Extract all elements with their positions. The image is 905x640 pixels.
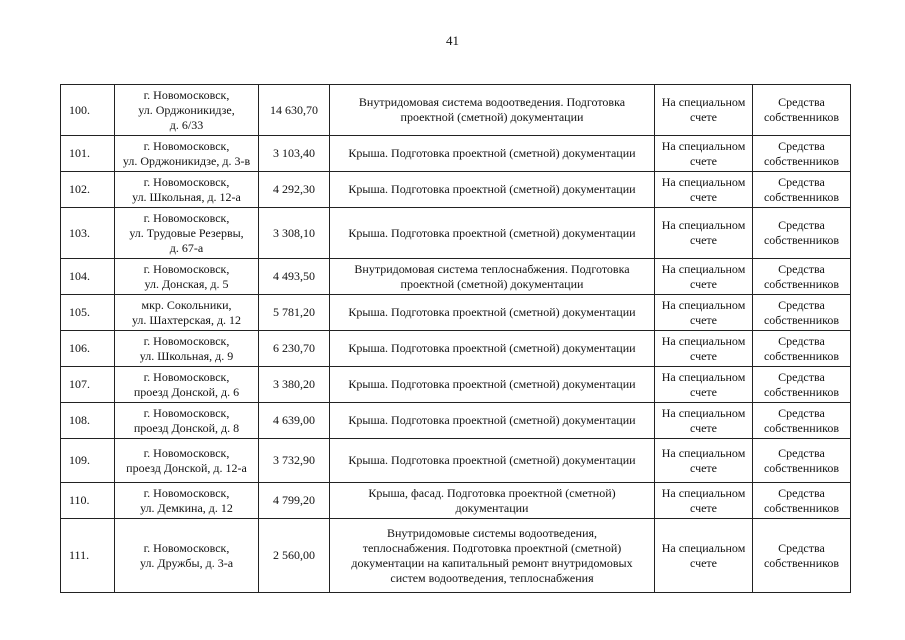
funding-source-cell-line: Средства [778, 297, 825, 312]
table-row [61, 208, 851, 259]
cost-cell: 3 732,90 [259, 439, 330, 483]
account-cell-line: счете [689, 312, 718, 327]
address-cell [115, 331, 259, 367]
funding-source-cell-line: Средства [778, 333, 825, 348]
row-number: 101. [61, 136, 115, 172]
funding-source-cell [753, 439, 851, 483]
cost-cell: 3 308,10 [259, 208, 330, 259]
account-cell [655, 483, 753, 519]
work-type-cell-line: Внутридомовая система водоотведения. Подготовка [358, 95, 626, 109]
funding-source-cell-line: собственников [763, 233, 840, 247]
funding-source-cell-line: Средства [778, 485, 825, 500]
row-number: 110. [61, 483, 115, 519]
account-cell-line: На специальном [661, 485, 746, 500]
account-cell-line: На специальном [661, 174, 746, 189]
row-number: 108. [61, 403, 115, 439]
funding-source-cell [753, 136, 851, 172]
funding-source-cell [753, 403, 851, 439]
funding-source-cell-line: собственников [763, 460, 840, 475]
address-cell-line: ул. Школьная, д. 9 [139, 348, 234, 363]
address-cell [115, 439, 259, 483]
work-type-cell [330, 208, 655, 259]
account-cell-line: На специальном [661, 445, 746, 460]
account-cell-line: счете [689, 110, 718, 124]
table-row [61, 136, 851, 172]
address-cell-line: г. Новомосковск, [143, 210, 230, 225]
account-cell-line: счете [689, 153, 718, 168]
work-type-cell [330, 367, 655, 403]
address-cell-line: ул. Школьная, д. 12-а [132, 189, 241, 204]
address-cell [115, 519, 259, 593]
work-type-cell [330, 519, 655, 593]
table-row [61, 172, 851, 208]
work-type-cell-line: Крыша. Подготовка проектной (сметной) документации [348, 341, 636, 355]
address-cell-line: проезд Донской, д. 6 [133, 384, 240, 399]
account-cell-line: На специальном [661, 138, 746, 153]
funding-source-cell-line: собственников [763, 348, 840, 363]
address-cell [115, 136, 259, 172]
account-cell-line: счете [689, 348, 718, 363]
work-type-cell-line: Крыша. Подготовка проектной (сметной) документации [348, 182, 636, 196]
funding-source-cell-line: собственников [763, 384, 840, 399]
work-type-cell [330, 439, 655, 483]
account-cell-line: счете [689, 555, 718, 570]
account-cell [655, 259, 753, 295]
address-cell-line: г. Новомосковск, [143, 405, 230, 420]
account-cell-line: На специальном [661, 333, 746, 348]
cost-cell: 2 560,00 [259, 519, 330, 593]
address-cell-line: ул. Донская, д. 5 [144, 276, 229, 291]
work-type-cell-line: документации на капитальный ремонт внутридомовых [351, 555, 633, 570]
address-cell-line: ул. Дружбы, д. 3-а [139, 555, 234, 570]
account-cell-line: счете [689, 460, 718, 475]
funding-source-cell-line: собственников [763, 189, 840, 204]
work-type-cell-line: Крыша. Подготовка проектной (сметной) документации [348, 413, 636, 427]
address-cell [115, 259, 259, 295]
funding-source-cell [753, 259, 851, 295]
address-cell-line: д. 6/33 [169, 117, 204, 132]
address-cell-line: г. Новомосковск, [143, 333, 230, 348]
row-number: 106. [61, 331, 115, 367]
work-type-cell-line: теплоснабжения. Подготовка проектной (сметной) [362, 540, 622, 555]
work-table [60, 84, 851, 593]
address-cell-line: г. Новомосковск, [143, 485, 230, 500]
address-cell-line: ул. Шахтерская, д. 12 [131, 312, 242, 327]
table-body [61, 85, 851, 593]
address-cell-line: ул. Орджоникидзе, [138, 102, 235, 117]
work-type-cell [330, 136, 655, 172]
work-type-cell-line: Крыша. Подготовка проектной (сметной) документации [348, 146, 636, 160]
work-type-cell-line: Внутридомовые системы водоотведения, [386, 525, 598, 540]
funding-source-cell [753, 331, 851, 367]
address-cell [115, 172, 259, 208]
address-cell [115, 295, 259, 331]
funding-source-cell-line: собственников [763, 420, 840, 435]
funding-source-cell-line: собственников [763, 110, 840, 124]
account-cell-line: счете [689, 189, 718, 204]
account-cell-line: На специальном [661, 95, 746, 109]
account-cell [655, 85, 753, 136]
work-type-cell [330, 331, 655, 367]
row-number: 105. [61, 295, 115, 331]
address-cell-line: ул. Демкина, д. 12 [140, 500, 233, 515]
work-type-cell [330, 259, 655, 295]
account-cell-line: На специальном [661, 261, 746, 276]
funding-source-cell-line: Средства [778, 95, 825, 109]
address-cell-line: ул. Трудовые Резервы, [129, 225, 244, 240]
funding-source-cell-line: собственников [763, 153, 840, 168]
work-type-cell-line: Крыша. Подготовка проектной (сметной) документации [348, 377, 636, 391]
work-type-cell-line: Крыша, фасад. Подготовка проектной (сметной) [368, 485, 616, 500]
address-cell-line: д. 67-а [169, 240, 204, 255]
cost-cell: 4 292,30 [259, 172, 330, 208]
row-number: 111. [61, 519, 115, 593]
cost-cell: 3 380,20 [259, 367, 330, 403]
cost-cell: 4 493,50 [259, 259, 330, 295]
cost-cell: 14 630,70 [259, 85, 330, 136]
work-type-cell-line: проектной (сметной) документации [400, 110, 584, 124]
row-number: 100. [61, 85, 115, 136]
table-row [61, 259, 851, 295]
cost-cell: 3 103,40 [259, 136, 330, 172]
address-cell-line: проезд Донской, д. 12-а [126, 460, 247, 475]
funding-source-cell [753, 519, 851, 593]
address-cell-line: г. Новомосковск, [143, 369, 230, 384]
account-cell-line: счете [689, 384, 718, 399]
work-type-cell [330, 483, 655, 519]
table-row [61, 295, 851, 331]
row-number: 103. [61, 208, 115, 259]
account-cell-line: На специальном [661, 218, 746, 232]
funding-source-cell-line: Средства [778, 218, 825, 232]
table-row [61, 403, 851, 439]
row-number: 102. [61, 172, 115, 208]
funding-source-cell [753, 172, 851, 208]
table-row [61, 519, 851, 593]
work-type-cell-line: документации [455, 500, 529, 515]
cost-cell: 4 639,00 [259, 403, 330, 439]
funding-source-cell-line: Средства [778, 261, 825, 276]
funding-source-cell-line: собственников [763, 312, 840, 327]
funding-source-cell-line: Средства [778, 405, 825, 420]
address-cell-line: г. Новомосковск, [143, 174, 230, 189]
funding-source-cell-line: собственников [763, 555, 840, 570]
account-cell-line: На специальном [661, 540, 746, 555]
work-type-cell [330, 295, 655, 331]
address-cell [115, 403, 259, 439]
funding-source-cell [753, 85, 851, 136]
account-cell [655, 136, 753, 172]
funding-source-cell-line: собственников [763, 500, 840, 515]
account-cell [655, 295, 753, 331]
row-number: 109. [61, 439, 115, 483]
table-row [61, 331, 851, 367]
funding-source-cell [753, 295, 851, 331]
account-cell [655, 439, 753, 483]
funding-source-cell-line: Средства [778, 540, 825, 555]
cost-cell: 5 781,20 [259, 295, 330, 331]
address-cell-line: мкр. Сокольники, [141, 297, 232, 312]
address-cell-line: г. Новомосковск, [143, 540, 230, 555]
account-cell-line: На специальном [661, 369, 746, 384]
work-type-cell-line: Внутридомовая система теплоснабжения. Подготовка [354, 261, 630, 276]
account-cell [655, 367, 753, 403]
work-type-cell-line: проектной (сметной) документации [400, 276, 584, 291]
account-cell [655, 403, 753, 439]
table-row [61, 367, 851, 403]
table-row [61, 483, 851, 519]
funding-source-cell-line: Средства [778, 174, 825, 189]
address-cell-line: г. Новомосковск, [143, 261, 230, 276]
address-cell-line: г. Новомосковск, [143, 138, 230, 153]
account-cell-line: На специальном [661, 405, 746, 420]
address-cell [115, 483, 259, 519]
work-type-cell [330, 85, 655, 136]
account-cell-line: счете [689, 500, 718, 515]
account-cell [655, 519, 753, 593]
work-type-cell-line: систем водоотведения, теплоснабжения [390, 570, 594, 585]
table-row [61, 439, 851, 483]
work-type-cell-line: Крыша. Подготовка проектной (сметной) документации [348, 453, 636, 467]
funding-source-cell-line: Средства [778, 138, 825, 153]
address-cell-line: ул. Орджоникидзе, д. 3-в [122, 153, 251, 168]
account-cell [655, 172, 753, 208]
address-cell-line: г. Новомосковск, [143, 87, 230, 102]
address-cell-line: проезд Донской, д. 8 [133, 420, 240, 435]
funding-source-cell-line: Средства [778, 369, 825, 384]
account-cell-line: счете [689, 420, 718, 435]
address-cell [115, 85, 259, 136]
cost-cell: 4 799,20 [259, 483, 330, 519]
row-number: 104. [61, 259, 115, 295]
funding-source-cell [753, 208, 851, 259]
work-type-cell-line: Крыша. Подготовка проектной (сметной) документации [348, 305, 636, 319]
funding-source-cell-line: Средства [778, 445, 825, 460]
page-number: 41 [446, 33, 459, 48]
address-cell-line: г. Новомосковск, [143, 445, 230, 460]
funding-source-cell [753, 483, 851, 519]
table-row [61, 85, 851, 136]
row-number: 107. [61, 367, 115, 403]
account-cell-line: На специальном [661, 297, 746, 312]
account-cell-line: счете [689, 276, 718, 291]
work-type-cell-line: Крыша. Подготовка проектной (сметной) документации [348, 225, 636, 240]
address-cell [115, 208, 259, 259]
account-cell-line: счете [689, 233, 718, 247]
account-cell [655, 331, 753, 367]
address-cell [115, 367, 259, 403]
funding-source-cell [753, 367, 851, 403]
funding-source-cell-line: собственников [763, 276, 840, 291]
cost-cell: 6 230,70 [259, 331, 330, 367]
account-cell [655, 208, 753, 259]
work-type-cell [330, 172, 655, 208]
work-type-cell [330, 403, 655, 439]
